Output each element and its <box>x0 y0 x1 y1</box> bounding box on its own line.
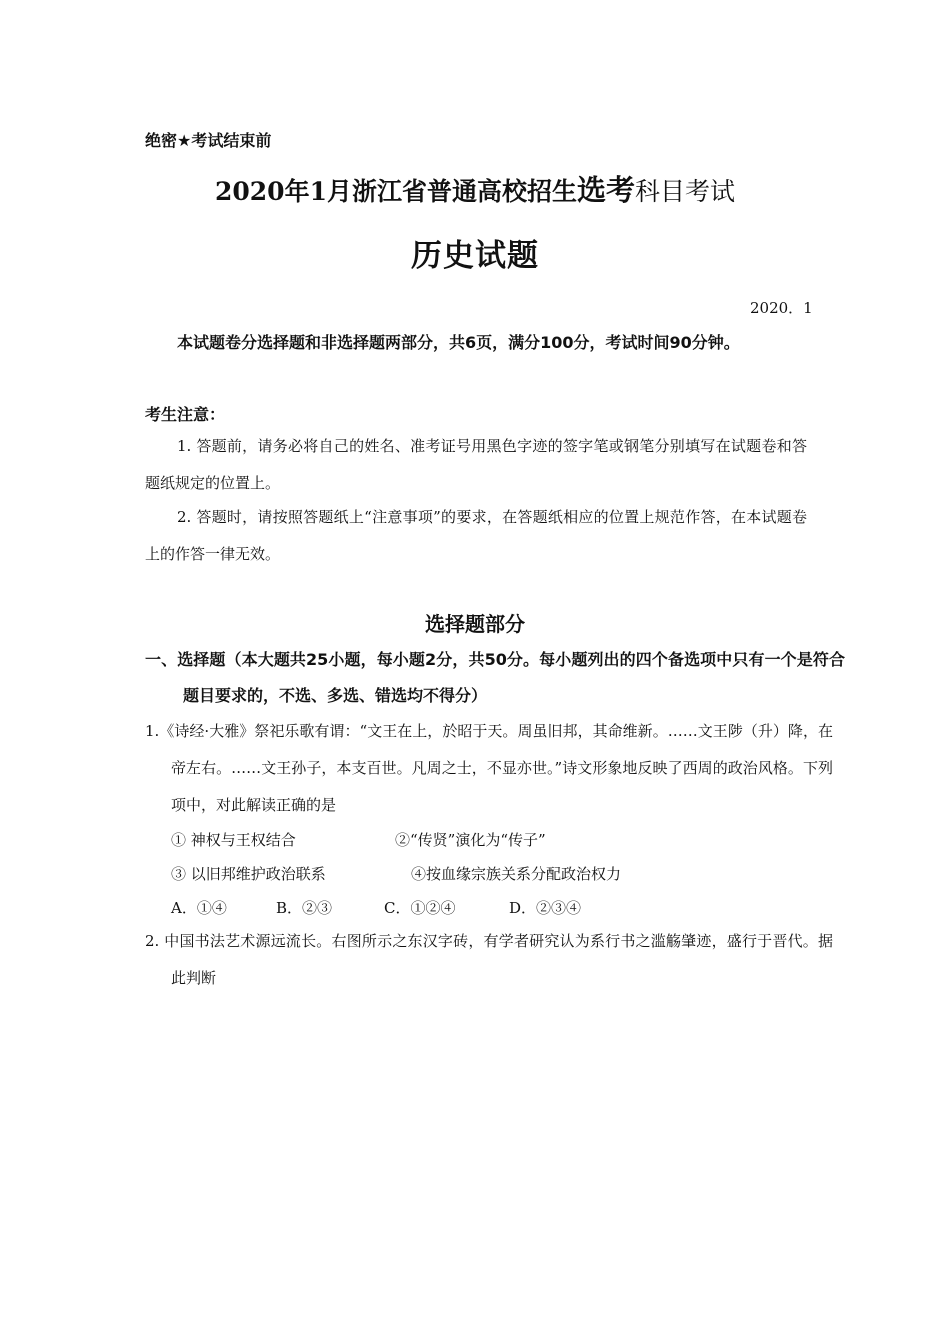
question-1-choice-c: C．①②④ <box>384 899 456 917</box>
notice-item-1: 1. 答题前，请务必将自己的姓名、准考证号用黑色字迹的签字笔或钢笔分别填写在试题卷和答题纸规定的位置上。 <box>145 437 807 492</box>
title-part-2: 科目考试 <box>634 177 735 206</box>
title-emphasis: 选考 <box>576 173 635 207</box>
notice-item-2: 2. 答题时，请按照答题纸上“注意事项”的要求，在答题纸相应的位置上规范作答，在本试题卷上的作答一律无效。 <box>145 508 807 563</box>
question-1-stem: 1.《诗经·大雅》祭祀乐歌有谓：“文王在上，於昭于天。周虽旧邦，其命维新。……文王陟（升）降，在帝左右。……文王孙子，本支百世。凡周之士，不显亦世。”诗文形象地反映了西周的政治风格。下列项中，对此解读正确的是 <box>145 722 833 814</box>
question-1-choice-a: A．①④ <box>171 899 227 917</box>
question-1-choice-d: D．②③④ <box>509 899 582 917</box>
question-1-choice-b: B．②③ <box>276 899 333 917</box>
section-heading: 选择题部分 <box>425 612 525 636</box>
question-1-statement-1: ① 神权与王权结合 <box>171 831 296 849</box>
question-2-stem: 2. 中国书法艺术源远流长。右图所示之东汉字砖，有学者研究认为系行书之滥觞肇迹，盛行于晋代。据此判断 <box>145 932 833 987</box>
question-1-statement-3: ③ 以旧邦维护政治联系 <box>171 865 326 883</box>
exam-date: 2020．1 <box>750 299 813 317</box>
secret-mark: 绝密★考试结束前 <box>145 131 272 150</box>
title-part-1: 2020年1月浙江省普通高校招生 <box>214 177 577 206</box>
part-one-instructions: 一、选择题（本大题共25小题，每小题2分，共50分。每小题列出的四个备选项中只有一个是符合题目要求的，不选、多选、错选均不得分） <box>145 650 845 705</box>
question-1-statement-4: ④按血缘宗族关系分配政治权力 <box>411 865 622 883</box>
question-1-statement-2: ②“传贤”演化为“传子” <box>395 831 546 849</box>
intro-paragraph: 本试题卷分选择题和非选择题两部分，共6页，满分100分，考试时间90分钟。 <box>177 333 740 352</box>
subject-title: 历史试题 <box>411 238 539 274</box>
notice-heading: 考生注意： <box>145 405 226 424</box>
exam-title <box>0 168 950 209</box>
